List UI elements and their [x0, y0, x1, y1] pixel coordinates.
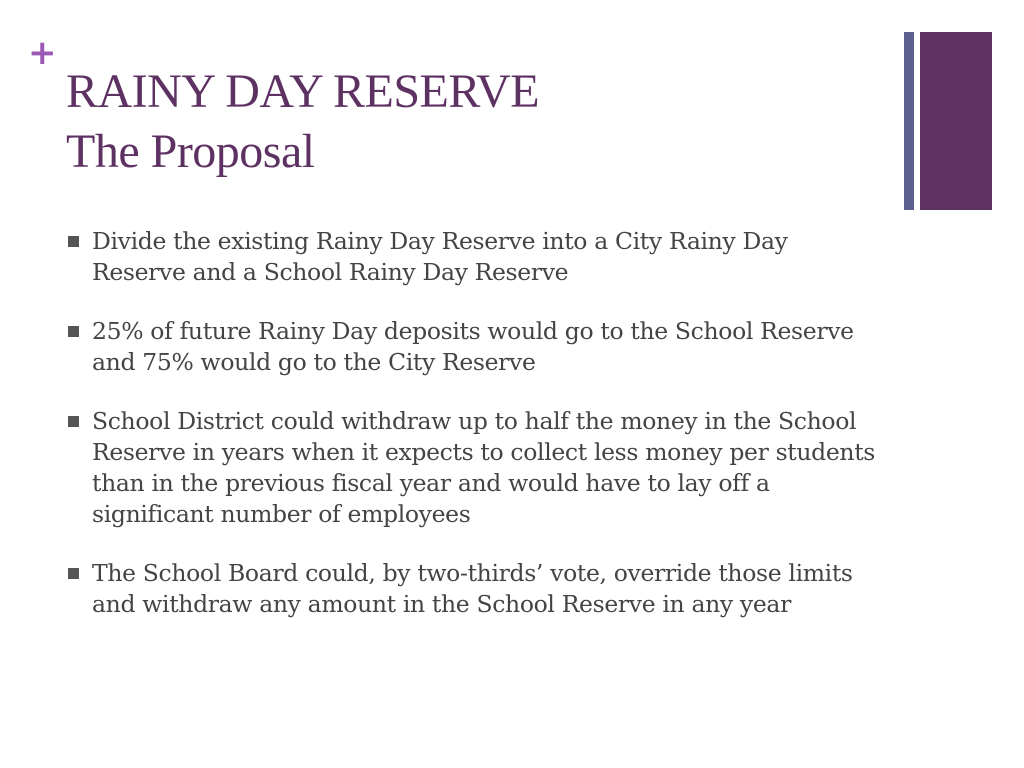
bullet-square-icon: [68, 326, 79, 337]
bullet-item: [66, 558, 886, 620]
bullet-square-icon: [68, 236, 79, 247]
bullet-text: School District could withdraw up to half the money in the School Reserve in years when it expects to collect less money per students than in the previous fiscal year and would have to lay off a significant number of employees: [92, 407, 876, 528]
slide-title: [66, 62, 539, 182]
bullet-item: [66, 316, 886, 378]
bullet-text: Divide the existing Rainy Day Reserve into a City Rainy Day Reserve and a School Rainy Day Reserve: [92, 227, 788, 286]
plus-icon: +: [28, 33, 57, 73]
bullet-item: [66, 406, 886, 530]
bullet-item: [66, 226, 886, 288]
bullet-text: The School Board could, by two-thirds’ vote, override those limits and withdraw any amount in the School Reserve in any year: [92, 559, 853, 618]
accent-bar-thin: [904, 32, 914, 210]
title-line-main: RAINY DAY RESERVE: [66, 65, 540, 118]
bullet-text: 25% of future Rainy Day deposits would go to the School Reserve and 75% would go to the City Reserve: [92, 317, 854, 376]
title-line-subtitle: The Proposal: [66, 125, 315, 178]
bullet-square-icon: [68, 568, 79, 579]
accent-bar-wide: [920, 32, 992, 210]
bullet-list: [66, 226, 886, 648]
bullet-square-icon: [68, 416, 79, 427]
